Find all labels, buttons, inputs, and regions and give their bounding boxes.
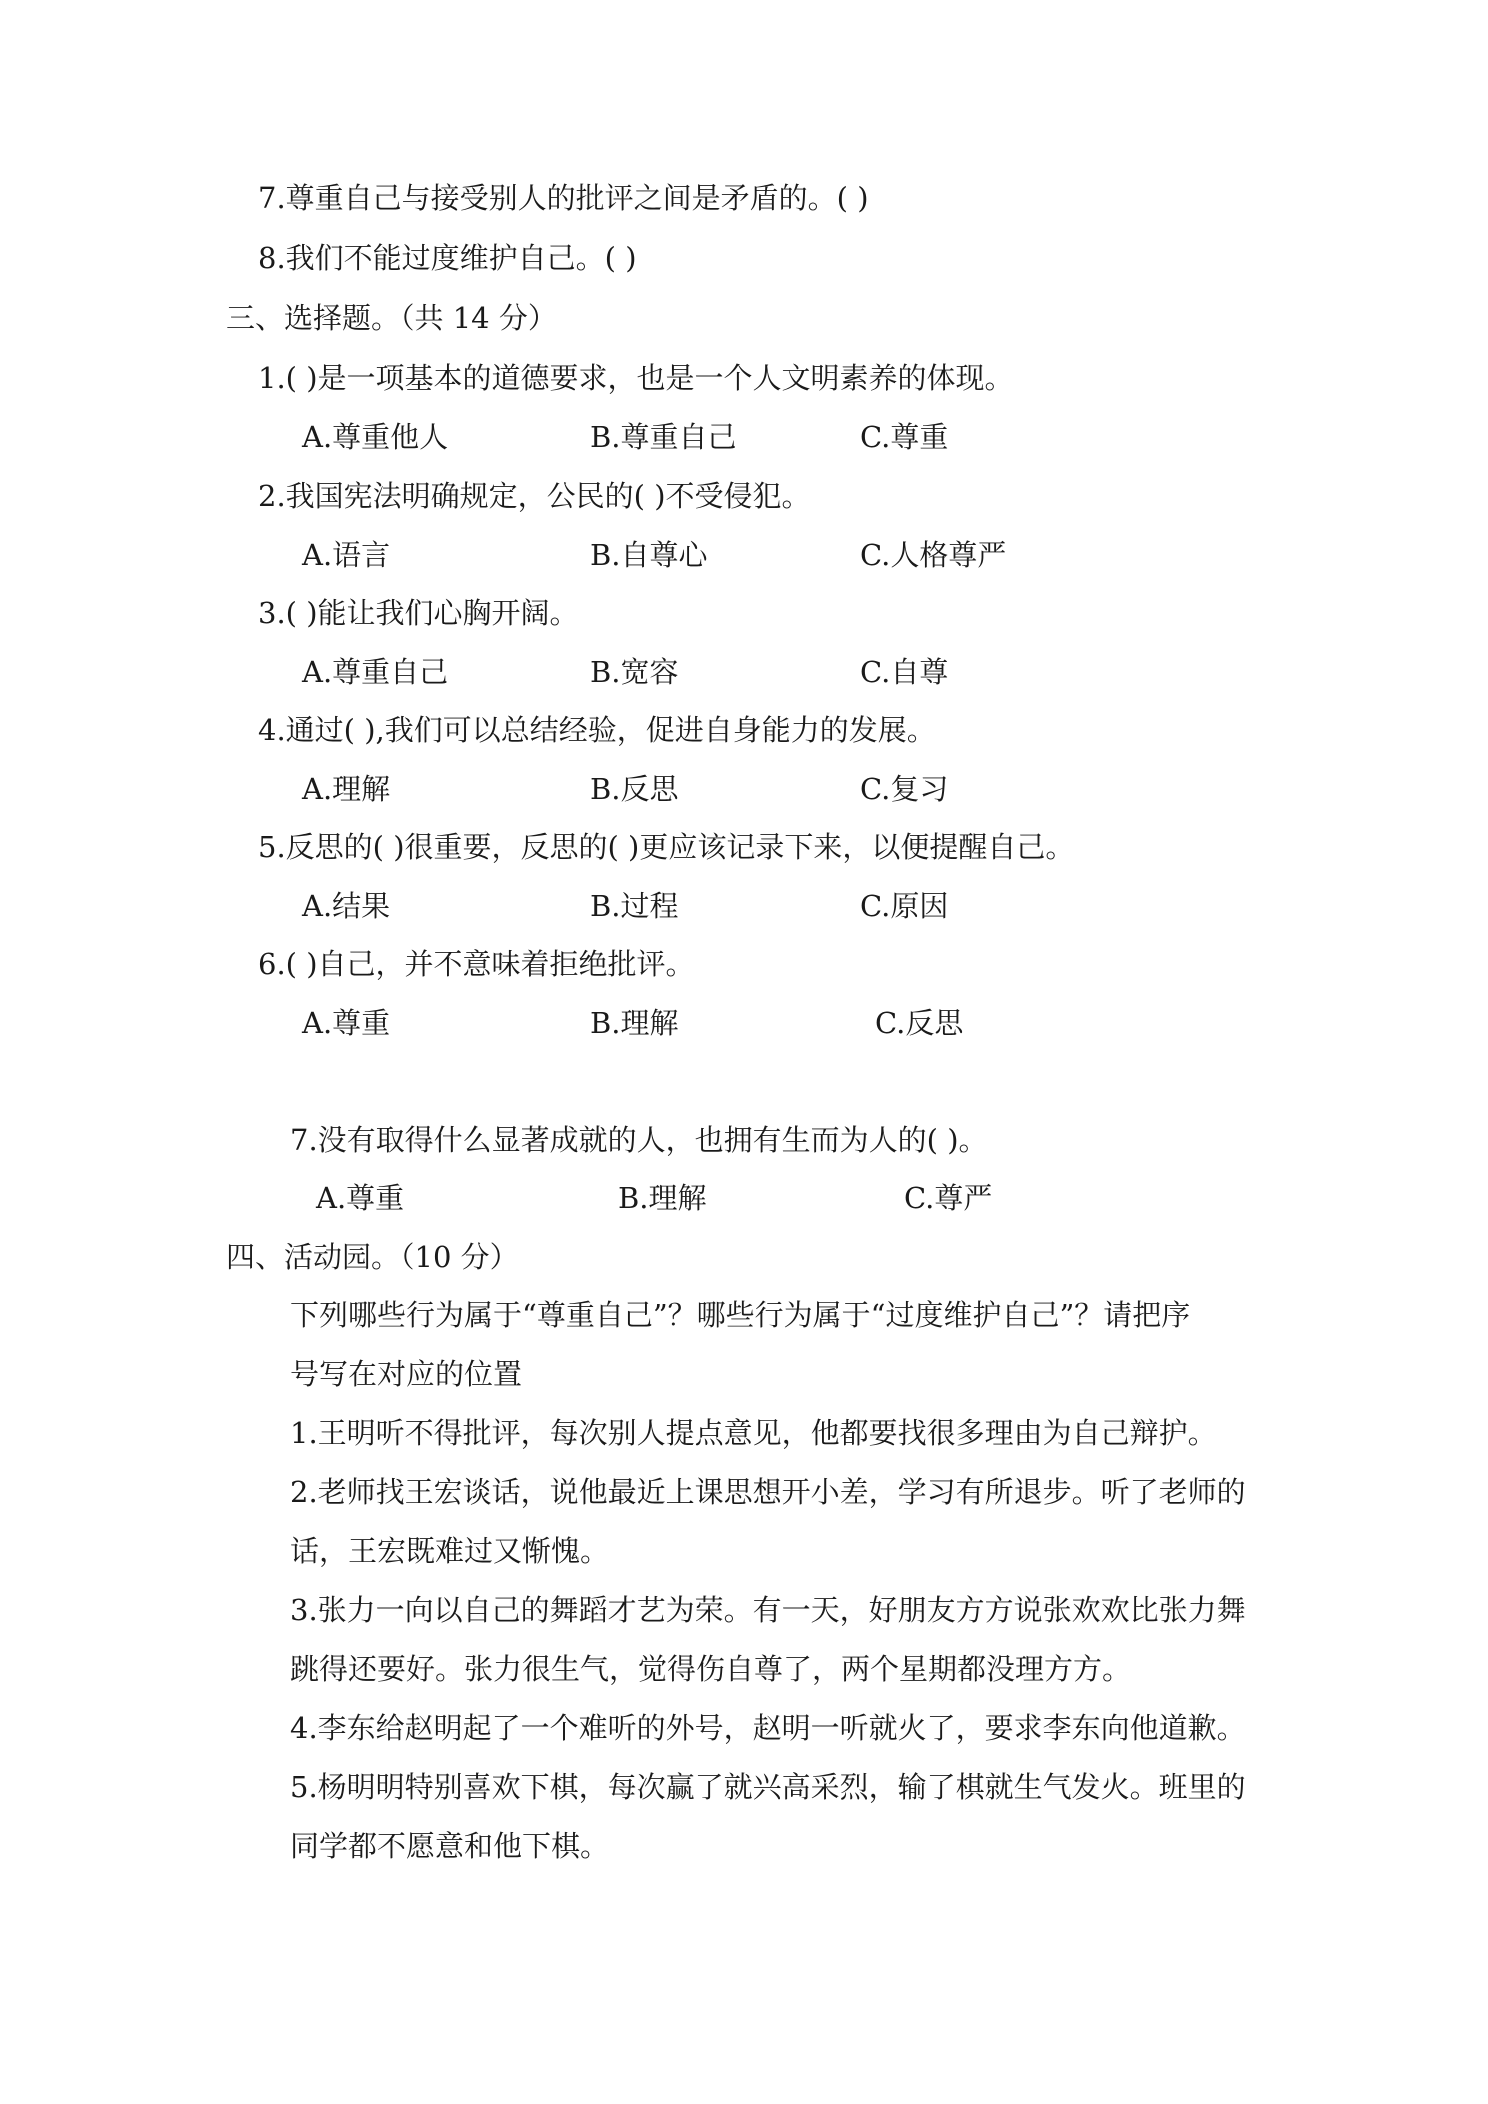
activity-item: 2.老师找王宏谈话，说他最近上课思想开小差，学习有所退步。听了老师的 [290, 1475, 1246, 1509]
option-c: C.反思 [875, 1006, 964, 1040]
question-stem: 7.没有取得什么显著成就的人，也拥有生而为人的( )。 [290, 1123, 988, 1157]
option-c: C.人格尊严 [860, 538, 1007, 572]
option-c: C.自尊 [860, 655, 949, 689]
option-b: B.宽容 [590, 655, 679, 689]
question-stem: 2.我国宪法明确规定，公民的( )不受侵犯。 [258, 479, 811, 513]
question-stem: 4.通过( ),我们可以总结经验，促进自身能力的发展。 [258, 713, 936, 747]
section4-heading: 四、活动园。（10 分） [226, 1240, 519, 1274]
section3-heading: 三、选择题。（共 14 分） [226, 301, 557, 335]
option-b: B.尊重自己 [590, 420, 737, 454]
activity-item: 1.王明听不得批评，每次别人提点意见，他都要找很多理由为自己辩护。 [290, 1416, 1217, 1450]
option-c: C.原因 [860, 889, 949, 923]
option-a: A.尊重 [316, 1181, 405, 1215]
option-a: A.理解 [302, 772, 391, 806]
option-b: B.过程 [590, 889, 679, 923]
question-stem: 1.( )是一项基本的道德要求，也是一个人文明素养的体现。 [258, 361, 1014, 395]
option-a: A.尊重自己 [302, 655, 449, 689]
option-a: A.语言 [302, 538, 391, 572]
section4-intro: 下列哪些行为属于“尊重自己”？哪些行为属于“过度维护自己”？请把序 [290, 1298, 1191, 1332]
activity-item: 同学都不愿意和他下棋。 [290, 1829, 610, 1863]
activity-item: 4.李东给赵明起了一个难听的外号，赵明一听就火了，要求李东向他道歉。 [290, 1711, 1246, 1745]
option-b: B.理解 [618, 1181, 707, 1215]
option-a: A.尊重他人 [302, 420, 449, 454]
option-c: C.复习 [860, 772, 949, 806]
question-stem: 3.( )能让我们心胸开阔。 [258, 596, 579, 630]
judgement-q7: 7.尊重自己与接受别人的批评之间是矛盾的。( ) [258, 181, 869, 215]
question-stem: 5.反思的( )很重要，反思的( )更应该记录下来，以便提醒自己。 [258, 830, 1075, 864]
activity-item: 话，王宏既难过又惭愧。 [290, 1534, 610, 1568]
option-b: B.理解 [590, 1006, 679, 1040]
question-stem: 6.( )自己，并不意味着拒绝批评。 [258, 947, 695, 981]
activity-item: 5.杨明明特别喜欢下棋，每次赢了就兴高采烈，输了棋就生气发火。班里的 [290, 1770, 1246, 1804]
option-a: A.结果 [302, 889, 391, 923]
activity-item: 跳得还要好。张力很生气，觉得伤自尊了，两个星期都没理方方。 [290, 1652, 1132, 1686]
judgement-q8: 8.我们不能过度维护自己。( ) [258, 241, 637, 275]
option-b: B.自尊心 [590, 538, 708, 572]
option-c: C.尊严 [904, 1181, 993, 1215]
option-b: B.反思 [590, 772, 679, 806]
option-a: A.尊重 [302, 1006, 391, 1040]
activity-item: 3.张力一向以自己的舞蹈才艺为荣。有一天，好朋友方方说张欢欢比张力舞 [290, 1593, 1246, 1627]
option-c: C.尊重 [860, 420, 949, 454]
section4-intro: 号写在对应的位置 [290, 1357, 523, 1391]
